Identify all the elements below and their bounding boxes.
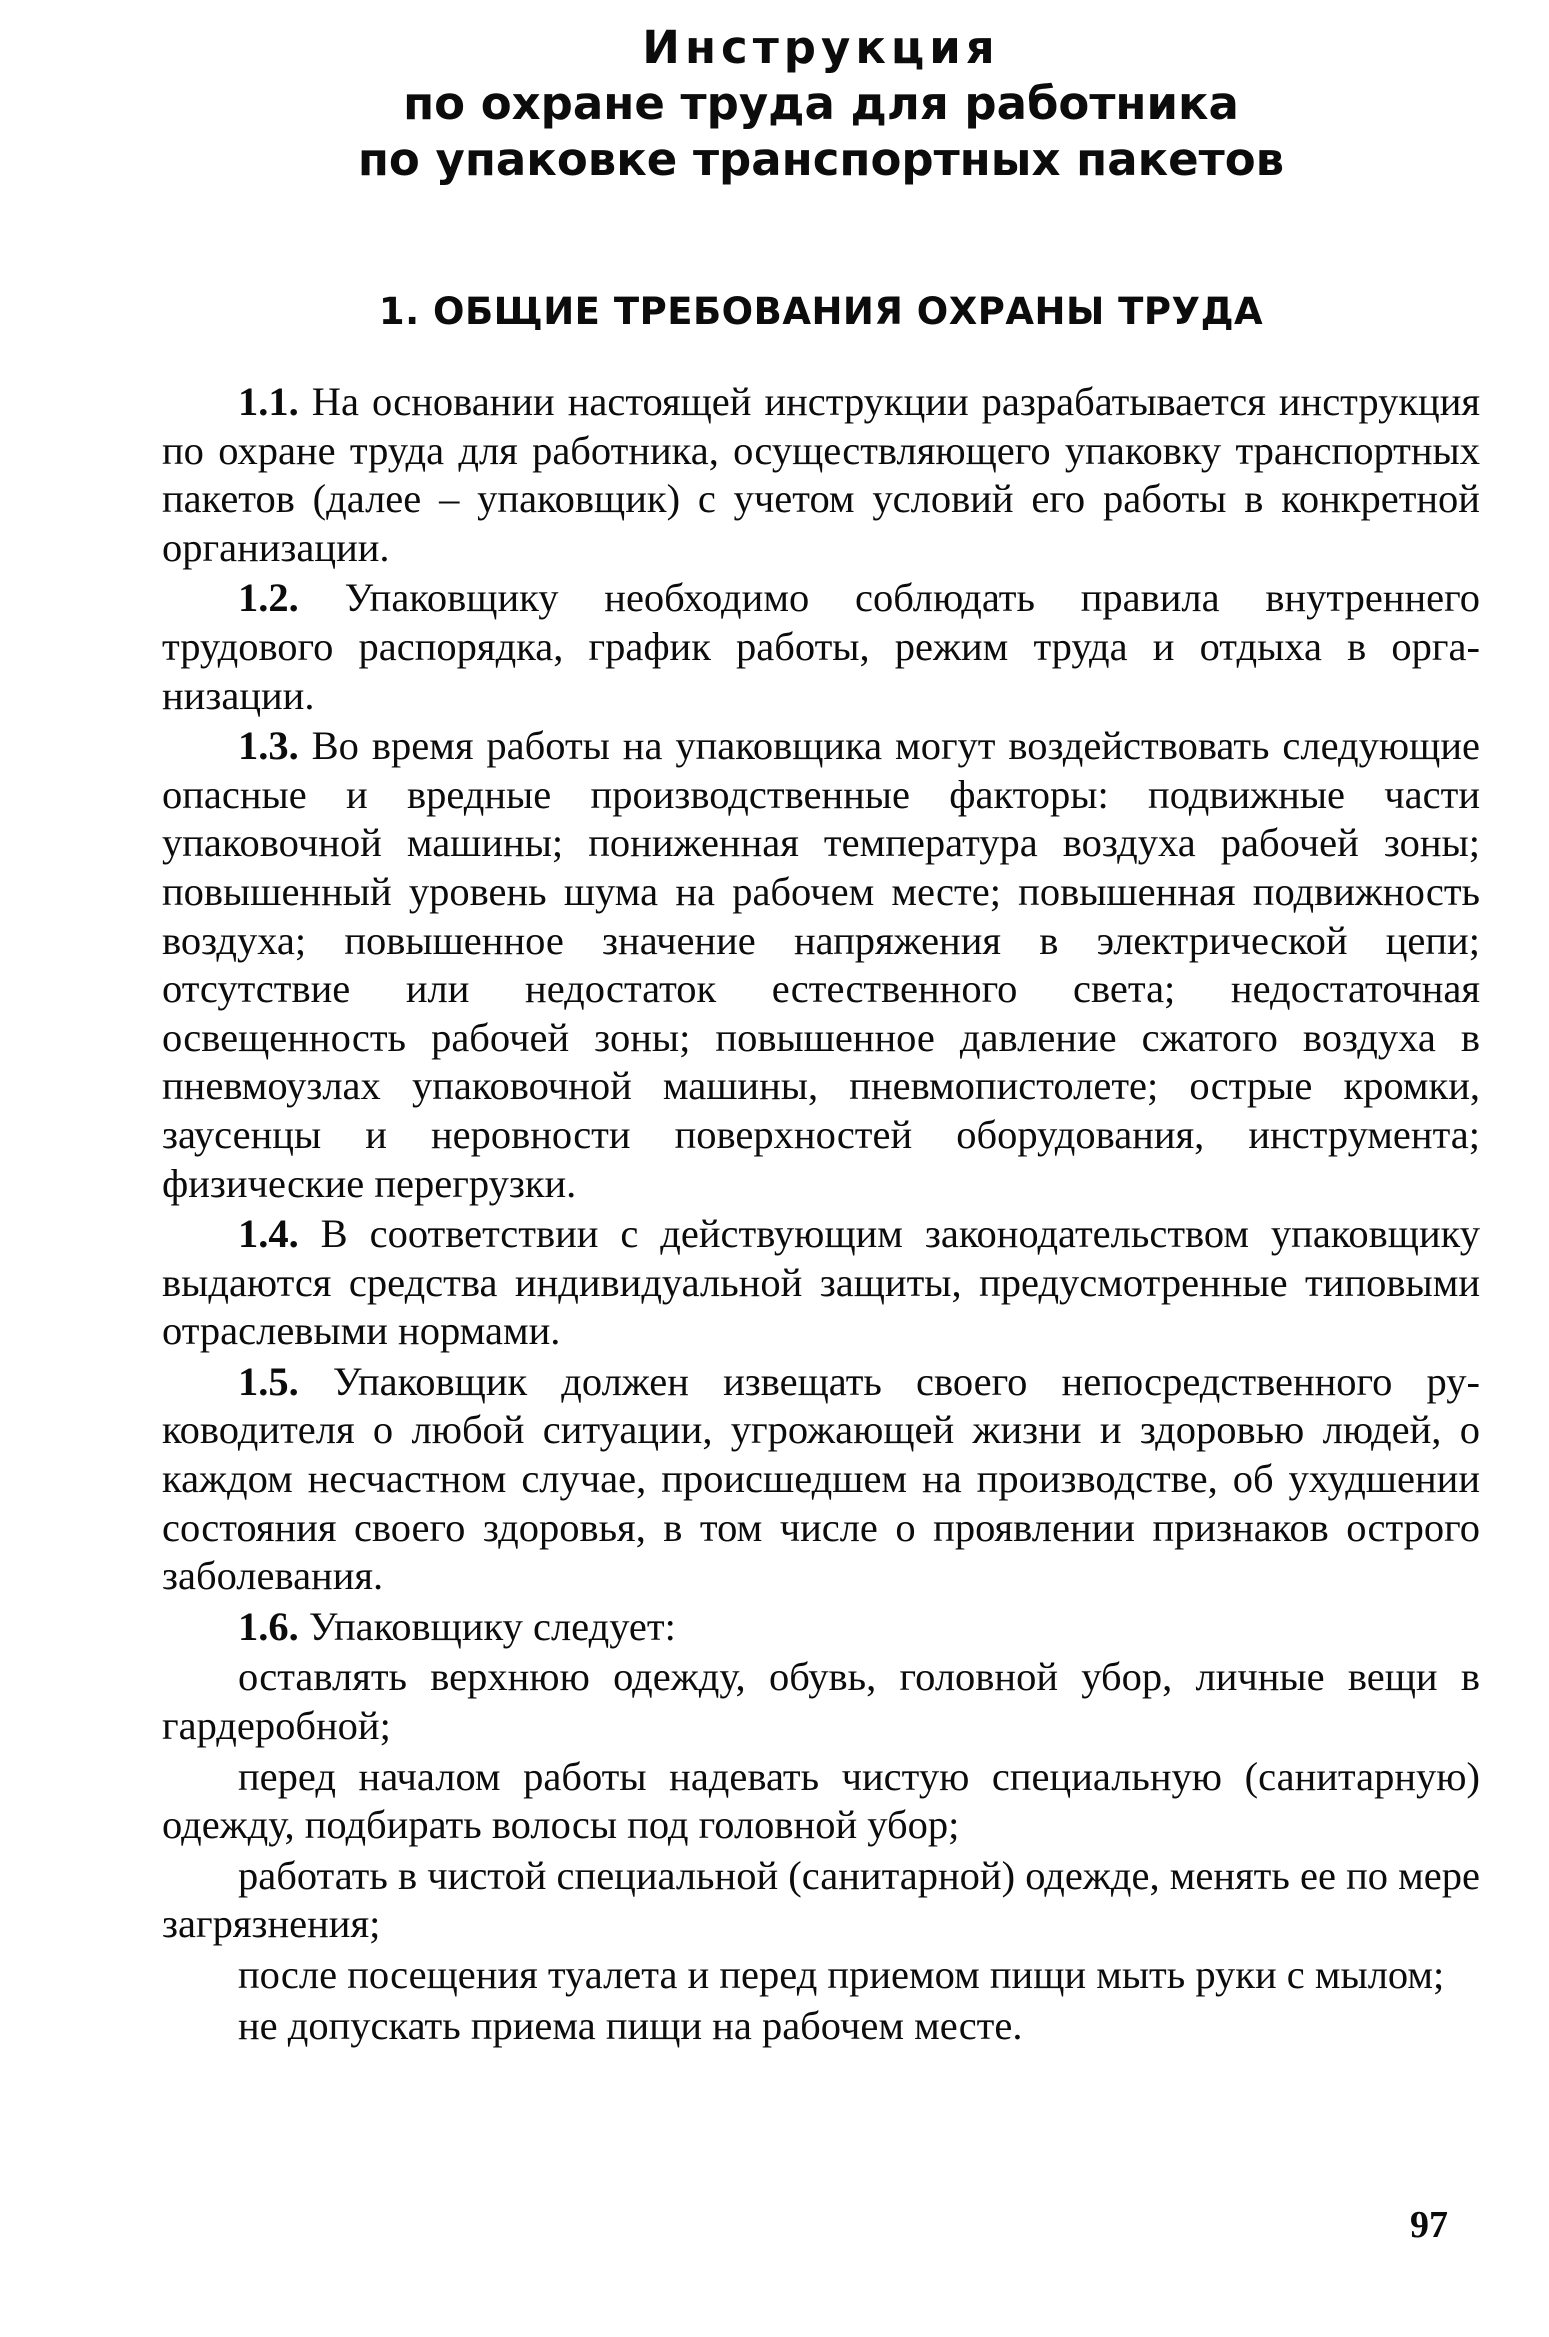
paragraph-text: Упаковщику следует:	[298, 1603, 676, 1649]
paragraph-number: 1.6.	[238, 1603, 299, 1649]
list-item: после посещения туалета и перед приемом пищи мыть руки с мылом;	[238, 1952, 1445, 1997]
list-item: оставлять верхнюю одежду, обувь, головной убор, личные вещи в гардеробной;	[162, 1654, 1480, 1749]
title-line-3: по упаковке транспортных пакетов	[357, 133, 1285, 186]
paragraph-1-1	[162, 378, 1480, 572]
paragraph-text: На основании настоящей инструкции разрабатывается инструкция по охране труда для работника, осуществляющего упаковку транспортных пакетов (далее – упаковщик) с учетом условий его работы в конкретной организации.	[162, 379, 1480, 570]
list-item: не допускать приема пищи на рабочем месте.	[238, 2002, 1023, 2048]
paragraph-text: Упаковщику необходимо соблюдать правила внутреннего трудового распорядка, график работы, режим труда и отдыха в организации.	[162, 575, 1480, 718]
title-line-2: по охране труда для работника	[403, 77, 1239, 130]
paragraph-number: 1.2.	[238, 575, 299, 621]
list-item: перед началом работы надевать чистую специальную (санитарную) одежду, подбирать волосы под головной убор;	[162, 1753, 1480, 1848]
section-heading: 1. ОБЩИЕ ТРЕБОВАНИЯ ОХРАНЫ ТРУДА	[378, 290, 1264, 333]
title-line-1: Инструкция	[642, 21, 1000, 74]
paragraph-1-4	[162, 1210, 1480, 1356]
page-number: 97	[1410, 2204, 1448, 2246]
paragraph-number: 1.5.	[238, 1358, 299, 1404]
paragraph-text: Во время работы на упаковщика могут воздействовать следующие опасные и вредные производственные факторы: подвижные части упаковочной машины; пониженная температура воздуха рабочей зоны; повышенный уровень шума на рабочем месте; повышенная подвижность воздуха; повышенное значение напряжения в электрической цепи; отсутствие или недостаток естественного света; недостаточная освещенность рабочей зоны; повышенное давление сжатого воздуха в пневмоузлах упаковочной машины, пневмопистолете; острые кромки, заусенцы и неровности поверхностей оборудования, инструмента; физические перегрузки.	[162, 723, 1480, 1206]
paragraph-text: В соответствии с действующим законодательством упаковщику выдаются средства индивидуальной защиты, предусмотренные типовыми отраслевыми нормами.	[162, 1211, 1480, 1354]
list-item: работать в чистой специальной (санитарной) одежде, менять ее по мере загрязнения;	[162, 1852, 1480, 1947]
paragraph-1-2	[162, 574, 1480, 720]
paragraph-text: Упаковщик должен извещать своего непосредственного руководителя о любой ситуации, угрожающей жизни и здоровью людей, о каждом несчастном случае, происшедшем на производстве, об ухудшении состояния своего здоровья, в том числе о проявлении признаков острого заболевания.	[162, 1358, 1480, 1599]
document-title	[162, 20, 1480, 188]
paragraph-number: 1.3.	[238, 723, 299, 769]
document-page	[162, 20, 1480, 2052]
paragraph-1-3	[162, 722, 1480, 1208]
paragraph-1-5	[162, 1358, 1480, 1601]
section-body	[162, 378, 1480, 2050]
paragraph-number: 1.1.	[238, 379, 299, 424]
paragraph-number: 1.4.	[238, 1211, 299, 1257]
paragraph-1-6	[162, 1603, 1480, 1652]
